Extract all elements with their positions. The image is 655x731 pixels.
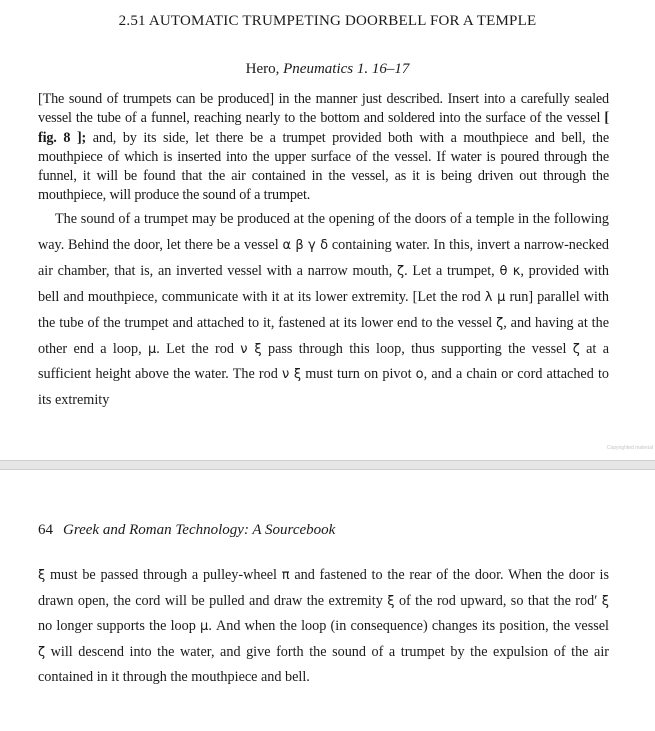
- greek-label: π: [281, 568, 290, 583]
- para2-text: The sound of a trumpet may be produced at the opening of the doors of a temple in the following way. Behind the door, let there be a vessel: [38, 211, 609, 253]
- para2-text: . Let the rod: [156, 340, 241, 357]
- para3-text: . And when the loop (in consequence) changes its position, the vessel: [208, 618, 609, 634]
- greek-label: ζ: [496, 315, 504, 331]
- para3-text: of the rod upward, so that the rod′: [394, 592, 602, 609]
- para2-text: , and a chain or cord attached to its extremity: [38, 366, 609, 409]
- paragraph-3: [38, 563, 609, 691]
- running-head: [38, 522, 335, 539]
- source-work: Pneumatics 1. 16–17: [283, 61, 410, 77]
- greek-label: ξ: [387, 593, 395, 609]
- page-number: 64: [38, 522, 53, 538]
- para2-text: run] parallel with the tube of the trumpet and attached to it, fastened at its lower end to the vessel: [38, 288, 609, 331]
- source-line: [0, 61, 655, 78]
- para2-text: containing water. In this, invert a narrow-necked air chamber, that is, an inverted vessel with a narrow mouth,: [38, 236, 609, 279]
- greek-label: ο: [415, 367, 424, 383]
- greek-label: μ: [147, 341, 157, 357]
- greek-label: ζ: [572, 341, 580, 357]
- para2-text: must turn on pivot: [301, 366, 416, 383]
- greek-label: ζ: [397, 263, 405, 279]
- para2-text: at a sufficient height above the water. The rod: [38, 340, 609, 383]
- chapter-title: 2.51 AUTOMATIC TRUMPETING DOORBELL FOR A TEMPLE: [118, 13, 537, 29]
- greek-label: θ κ: [499, 263, 521, 279]
- paragraph-2: [38, 207, 609, 414]
- para3-text: no longer supports the loop: [38, 618, 201, 634]
- greek-label: ξ: [601, 593, 609, 609]
- para2-text: , provided with bell and mouthpiece, communicate with it at its lower extremity. [Let the rod: [38, 262, 610, 305]
- paragraph-1: [38, 90, 609, 206]
- para2-text: , and having at the other end a loop,: [38, 314, 609, 357]
- copyright-watermark: Copyrighted material: [606, 445, 653, 451]
- greek-label: α β γ δ: [282, 237, 329, 253]
- greek-label: ν ξ: [281, 367, 302, 383]
- greek-label: λ μ: [484, 289, 506, 305]
- para1-text-b: and, by its side, let there be a trumpet provided both with a mouthpiece and bell, the mouthpiece of which is inserted into the upper surface of the vessel. If water is poured through the funnel, it will be found that the air contained in the vessel, as it is being driven out through the mouthpiece, will produce the sound of a trumpet.: [38, 129, 610, 204]
- figure-reference: [ fig. 8 ];: [38, 110, 609, 146]
- para3-text: and fastened to the rear of the door. When the door is drawn open, the cord will be pulled and draw the extremity: [38, 567, 609, 609]
- book-title: Greek and Roman Technology: A Sourcebook: [63, 522, 336, 538]
- greek-label: ν ξ: [240, 341, 262, 357]
- para2-text: . Let a trumpet,: [404, 262, 500, 279]
- para2-text: pass through this loop, thus supporting the vessel: [261, 340, 573, 357]
- para3-text: will descend into the water, and give forth the sound of a trumpet by the expulsion of the air contained in it through the mouthpiece and bell.: [38, 643, 609, 685]
- greek-label: ζ: [38, 644, 46, 660]
- greek-label: μ: [200, 619, 209, 634]
- greek-label: ξ: [38, 568, 46, 583]
- page-separator: [0, 460, 655, 470]
- para1-text-a: [The sound of trumpets can be produced] in the manner just described. Insert into a carefully sealed vessel the tube of a funnel, reaching nearly to the bottom and soldered into the surface of the vessel: [38, 91, 609, 127]
- source-author: Hero,: [245, 61, 284, 77]
- para3-text: must be passed through a pulley-wheel: [45, 567, 282, 583]
